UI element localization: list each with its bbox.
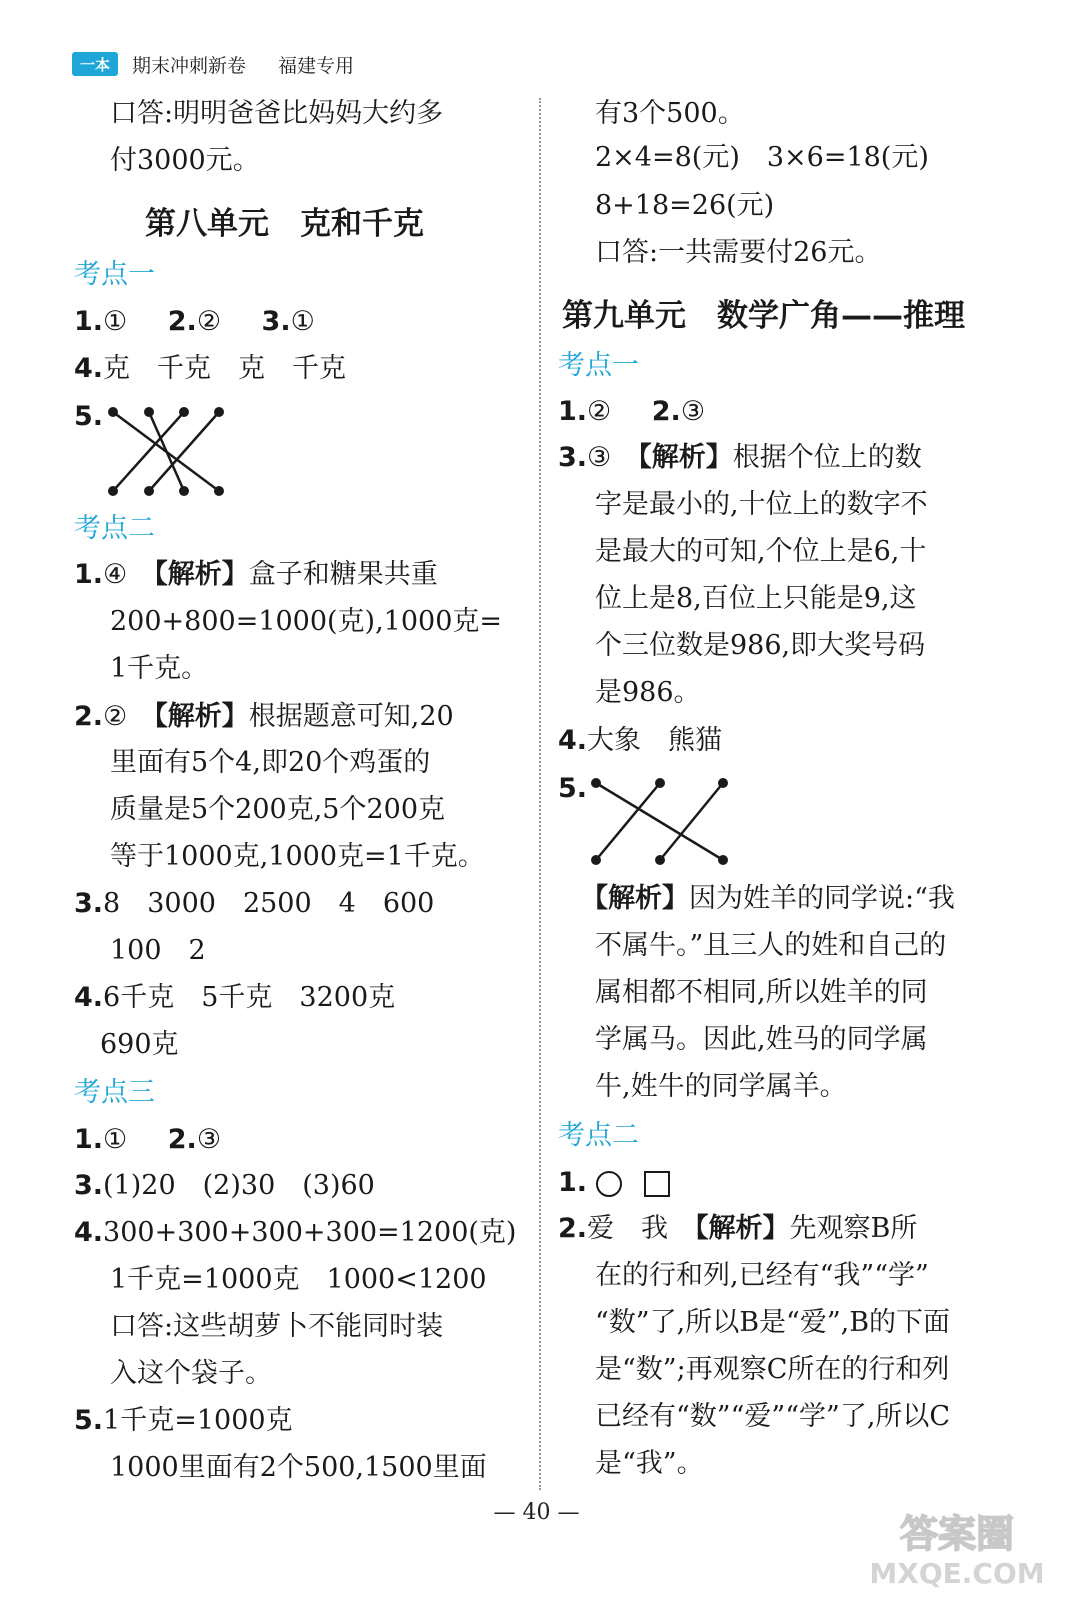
matching-line xyxy=(149,412,219,491)
answer-value: ① xyxy=(290,306,315,337)
question-number: 1. xyxy=(74,559,104,590)
answer-value: ② xyxy=(103,701,128,732)
square-shape xyxy=(644,1171,670,1197)
answer-line xyxy=(558,395,705,429)
column-divider xyxy=(539,98,541,1490)
brand-logo: 一本 xyxy=(72,52,118,76)
answer-line: 1千克。 xyxy=(110,653,209,684)
analysis-tag: 【解析】 xyxy=(681,1213,790,1244)
answer-line xyxy=(558,772,587,806)
analysis-tag: 【解析】 xyxy=(140,559,249,590)
answer-line xyxy=(74,1123,221,1157)
answer-line: 200+800=1000(克),1000克= xyxy=(110,606,503,637)
matching-diagram xyxy=(104,402,234,502)
match-dot xyxy=(144,407,154,417)
answer-line: 是“数”;再观察C所在的行和列 xyxy=(595,1354,950,1385)
answer-value: ④ xyxy=(103,559,128,590)
answer-line: 付3000元。 xyxy=(110,145,260,176)
answer-value: ① xyxy=(103,1124,128,1155)
answer-line: 口答:明明爸爸比妈妈大约多 xyxy=(110,98,444,129)
answer-line: 是986。 xyxy=(595,677,701,708)
match-dot xyxy=(179,407,189,417)
answer-line: 位上是8,百位上只能是9,这 xyxy=(595,583,917,614)
answer-line xyxy=(74,400,103,434)
question-number: 3. xyxy=(261,306,291,337)
answer-line xyxy=(74,981,395,1015)
header-subtitle: 福建专用 xyxy=(278,54,355,77)
answer-line xyxy=(558,724,722,758)
question-number: 4. xyxy=(74,1217,104,1248)
question-number: 3. xyxy=(558,442,588,473)
analysis-text: 根据个位上的数 xyxy=(732,442,922,473)
unit-9-title: 第九单元 数学广角——推理 xyxy=(562,298,965,334)
answer-text: 1千克=1000克 xyxy=(103,1405,293,1436)
matching-line xyxy=(596,783,660,860)
matching-line xyxy=(149,412,184,491)
question-number: 1. xyxy=(558,1167,588,1198)
circle-shape xyxy=(596,1171,622,1197)
answer-line xyxy=(74,305,315,339)
matching-line xyxy=(596,783,723,860)
answer-line: 等于1000克,1000克=1千克。 xyxy=(110,841,485,872)
answer-line xyxy=(74,1404,293,1438)
section-heading: 考点一 xyxy=(558,350,639,381)
answer-text: 8 3000 2500 4 600 xyxy=(103,888,435,919)
match-dot xyxy=(214,407,224,417)
answer-line xyxy=(558,1166,692,1200)
answer-line xyxy=(74,887,434,921)
page-number: — 40 — xyxy=(493,1500,580,1525)
analysis-text: 根据题意可知,20 xyxy=(248,701,454,732)
question-number: 4. xyxy=(74,982,104,1013)
answer-line: 口答:这些胡萝卜不能同时装 xyxy=(110,1311,444,1342)
answer-text: 爱 我 xyxy=(587,1213,669,1244)
question-number: 2. xyxy=(74,701,104,732)
answer-line: 是“我”。 xyxy=(595,1448,704,1479)
analysis-tag: 【解析】 xyxy=(581,883,689,914)
section-heading: 考点二 xyxy=(74,513,155,544)
answer-line: 里面有5个4,即20个鸡蛋的 xyxy=(110,747,431,778)
question-number: 3. xyxy=(74,888,104,919)
answer-line: 100 2 xyxy=(110,935,206,966)
answer-line: 个三位数是986,即大奖号码 xyxy=(595,630,926,661)
answer-line: “数”了,所以B是“爱”,B的下面 xyxy=(595,1307,951,1338)
answer-line xyxy=(74,352,346,386)
answer-text: 大象 熊猫 xyxy=(587,725,723,756)
question-number: 2. xyxy=(167,1124,197,1155)
question-number: 1. xyxy=(558,396,588,427)
answer-line: 690克 xyxy=(100,1029,179,1060)
answer-line: 不属牛。”且三人的姓和自己的 xyxy=(595,930,947,961)
section-heading: 考点三 xyxy=(74,1077,155,1108)
answer-line xyxy=(74,1216,516,1250)
question-number: 4. xyxy=(74,353,104,384)
question-number: 3. xyxy=(74,1170,104,1201)
match-dot xyxy=(655,855,665,865)
answer-line: 字是最小的,十位上的数字不 xyxy=(595,489,928,520)
question-number: 2. xyxy=(558,1213,588,1244)
match-dot xyxy=(718,855,728,865)
matching-line xyxy=(113,412,184,491)
section-heading: 考点二 xyxy=(558,1120,639,1151)
answer-line: 2×4=8(元) 3×6=18(元) xyxy=(595,142,929,173)
analysis-text: 先观察B所 xyxy=(789,1213,918,1244)
header xyxy=(72,50,354,78)
analysis-tag: 【解析】 xyxy=(624,442,733,473)
answer-line: 入这个袋子。 xyxy=(110,1358,272,1389)
match-dot xyxy=(655,778,665,788)
question-number: 5. xyxy=(558,773,588,804)
answer-value: ③ xyxy=(680,396,706,427)
answer-line: 质量是5个200克,5个200克 xyxy=(110,794,446,825)
match-dot xyxy=(718,778,728,788)
answer-line: 牛,姓牛的同学属羊。 xyxy=(595,1071,847,1102)
question-number: 1. xyxy=(74,1124,104,1155)
analysis-tag: 【解析】 xyxy=(140,701,249,732)
answer-line: 1千克=1000克 1000<1200 xyxy=(110,1264,487,1295)
watermark-bottom: MXQE.COM xyxy=(869,1557,1045,1590)
answer-value: ③ xyxy=(587,442,612,473)
answer-line xyxy=(74,700,454,734)
answer-line: 口答:一共需要付26元。 xyxy=(595,237,882,268)
question-number: 2. xyxy=(651,396,681,427)
answer-line: 有3个500。 xyxy=(595,98,745,129)
question-number: 1. xyxy=(74,306,104,337)
question-number: 5. xyxy=(74,401,104,432)
match-dot xyxy=(144,486,154,496)
match-dot xyxy=(591,855,601,865)
answer-text: 克 千克 克 千克 xyxy=(103,353,347,384)
watermark-logo xyxy=(862,1505,1052,1590)
answer-text: 300+300+300+300=1200(克) xyxy=(103,1217,517,1248)
answer-value: ② xyxy=(196,306,222,337)
watermark-top: 答案圈 xyxy=(899,1512,1015,1556)
answer-line: 已经有“数”“爱”“学”了,所以C xyxy=(595,1401,951,1432)
match-dot xyxy=(591,778,601,788)
answer-text: 6千克 5千克 3200克 xyxy=(103,982,396,1013)
unit-8-title: 第八单元 克和千克 xyxy=(145,206,424,242)
answer-value: ② xyxy=(587,396,612,427)
answer-line: 8+18=26(元) xyxy=(595,190,775,221)
answer-value: ③ xyxy=(196,1124,222,1155)
header-title: 期末冲刺新卷 xyxy=(132,54,247,77)
answer-value: ① xyxy=(103,306,128,337)
match-dot xyxy=(108,486,118,496)
analysis-text: 盒子和糖果共重 xyxy=(248,559,438,590)
section-heading: 考点一 xyxy=(74,259,155,290)
answer-line: 是最大的可知,个位上是6,十 xyxy=(595,536,927,567)
answer-line xyxy=(74,558,438,592)
answer-line: 在的行和列,已经有“我”“学” xyxy=(595,1260,929,1291)
match-dot xyxy=(214,486,224,496)
analysis-text: 因为姓羊的同学说:“我 xyxy=(689,883,955,914)
answer-text: (1)20 (2)30 (3)60 xyxy=(103,1170,375,1201)
answer-line xyxy=(74,1169,375,1203)
matching-line xyxy=(660,783,723,860)
match-dot xyxy=(108,407,118,417)
matching-diagram xyxy=(586,774,736,870)
answer-line xyxy=(558,1212,917,1246)
question-number: 2. xyxy=(167,306,197,337)
match-dot xyxy=(179,486,189,496)
question-number: 5. xyxy=(74,1405,104,1436)
answer-line: 属相都不相同,所以姓羊的同 xyxy=(595,977,928,1008)
answer-line: 学属马。因此,姓马的同学属 xyxy=(595,1024,928,1055)
answer-line: 1000里面有2个500,1500里面 xyxy=(110,1452,487,1483)
answer-line xyxy=(581,882,955,916)
question-number: 4. xyxy=(558,725,588,756)
answer-line xyxy=(558,441,922,475)
